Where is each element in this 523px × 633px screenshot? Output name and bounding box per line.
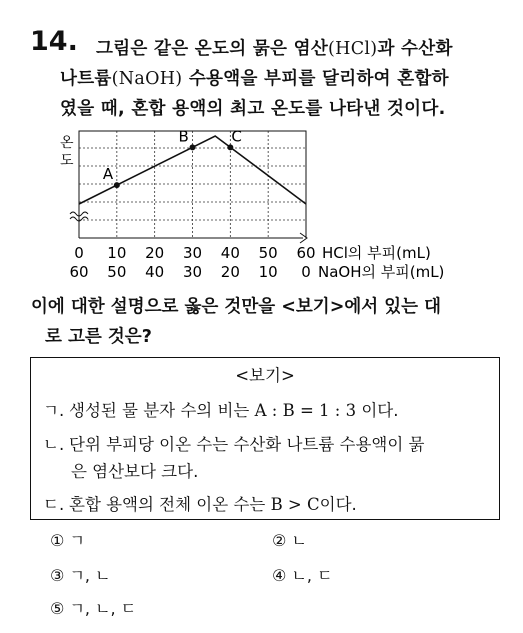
tick-label-hcl: 10 [107, 244, 127, 262]
choice-number: ③ [50, 566, 65, 585]
item-mark: ㄷ. [43, 495, 65, 514]
stem-line-3: 였을 때, 혼합 용액의 최고 온도를 나타낸 것이다. [60, 99, 446, 119]
item-text: 단위 부피당 이온 수는 수산화 나트륨 수용액이 묽 [69, 435, 425, 454]
tick-label-hcl: 30 [182, 244, 203, 262]
item-comparison: B > C [270, 495, 320, 514]
data-point-b [190, 144, 196, 150]
choice-text: ㄴ [291, 531, 307, 550]
bogi-item-2 [43, 431, 425, 455]
choice-text: ㄴ, ㄷ [291, 566, 333, 585]
prompt-line-1: 이에 대한 설명으로 옳은 것만을 <보기>에서 있는 대 [31, 297, 442, 317]
stem-text: 과 수산화 [377, 39, 453, 59]
point-label-a: A [102, 165, 114, 184]
choice-4[interactable] [272, 563, 333, 586]
choice-text: ㄱ, ㄴ [69, 566, 111, 585]
choice-number: ⑤ [50, 599, 65, 618]
data-point-a [114, 182, 120, 188]
choice-5[interactable] [50, 596, 136, 619]
y-axis-label-char: 온 [60, 135, 74, 151]
choice-number: ② [272, 531, 287, 550]
item-text: 이다. [319, 495, 357, 514]
choice-number: ① [50, 531, 65, 550]
tick-label-naoh: 40 [145, 263, 165, 281]
x-axis-label-naoh: NaOH의 부피(mL) [318, 263, 445, 281]
tick-label-naoh: 50 [107, 263, 127, 281]
choice-text: ㄱ, ㄴ, ㄷ [69, 599, 137, 618]
choice-number: ④ [272, 566, 287, 585]
tick-label-hcl: 60 [296, 244, 316, 262]
prompt-line-2: 로 고른 것은? [45, 327, 152, 347]
question-prompt [31, 292, 501, 352]
tick-label-naoh: 30 [182, 263, 203, 281]
choice-text: ㄱ [69, 531, 85, 550]
tick-label-hcl: 50 [258, 244, 278, 262]
temperature-graph [0, 0, 523, 290]
item-text: 생성된 물 분자 수의 비는 [69, 401, 255, 420]
bogi-item-1 [43, 397, 398, 421]
bogi-title: <보기> [235, 366, 295, 385]
tick-label-naoh: 10 [258, 263, 278, 281]
tick-label-hcl: 0 [74, 244, 84, 262]
tick-label-hcl: 20 [145, 244, 165, 262]
tick-label-naoh: 0 [301, 263, 311, 281]
stem-text: 그림은 같은 온도의 묽은 염산 [96, 39, 329, 59]
choice-3[interactable] [50, 563, 111, 586]
choice-1[interactable] [50, 528, 85, 551]
item-mark: ㄱ. [43, 401, 65, 420]
bogi-box [30, 357, 500, 520]
graph-tick-labels [69, 244, 315, 281]
stem-formula-hcl: (HCl) [328, 39, 378, 59]
tick-label-naoh: 20 [220, 263, 240, 281]
item-text: 이다. [356, 401, 399, 420]
y-axis-label-char: 도 [60, 153, 74, 169]
x-axis-label-hcl: HCl의 부피(mL) [322, 244, 431, 262]
point-label-c: C [231, 127, 242, 146]
stem-text: 나트륨 [60, 69, 112, 89]
item-text: 혼합 용액의 전체 이온 수는 [69, 495, 271, 514]
tick-label-naoh: 60 [69, 263, 89, 281]
item-mark: ㄴ. [43, 435, 65, 454]
tick-label-hcl: 40 [220, 244, 240, 262]
stem-formula-naoh: (NaOH) [111, 69, 183, 89]
point-label-b: B [178, 127, 189, 146]
bogi-item-2-cont: 은 염산보다 크다. [71, 462, 199, 481]
item-ratio: A : B = 1 : 3 [254, 401, 357, 420]
choice-2[interactable] [272, 528, 307, 551]
question-number: 14. [30, 26, 78, 57]
stem-text: 수용액을 부피를 달리하여 혼합하 [182, 69, 449, 89]
bogi-item-3 [43, 491, 357, 515]
